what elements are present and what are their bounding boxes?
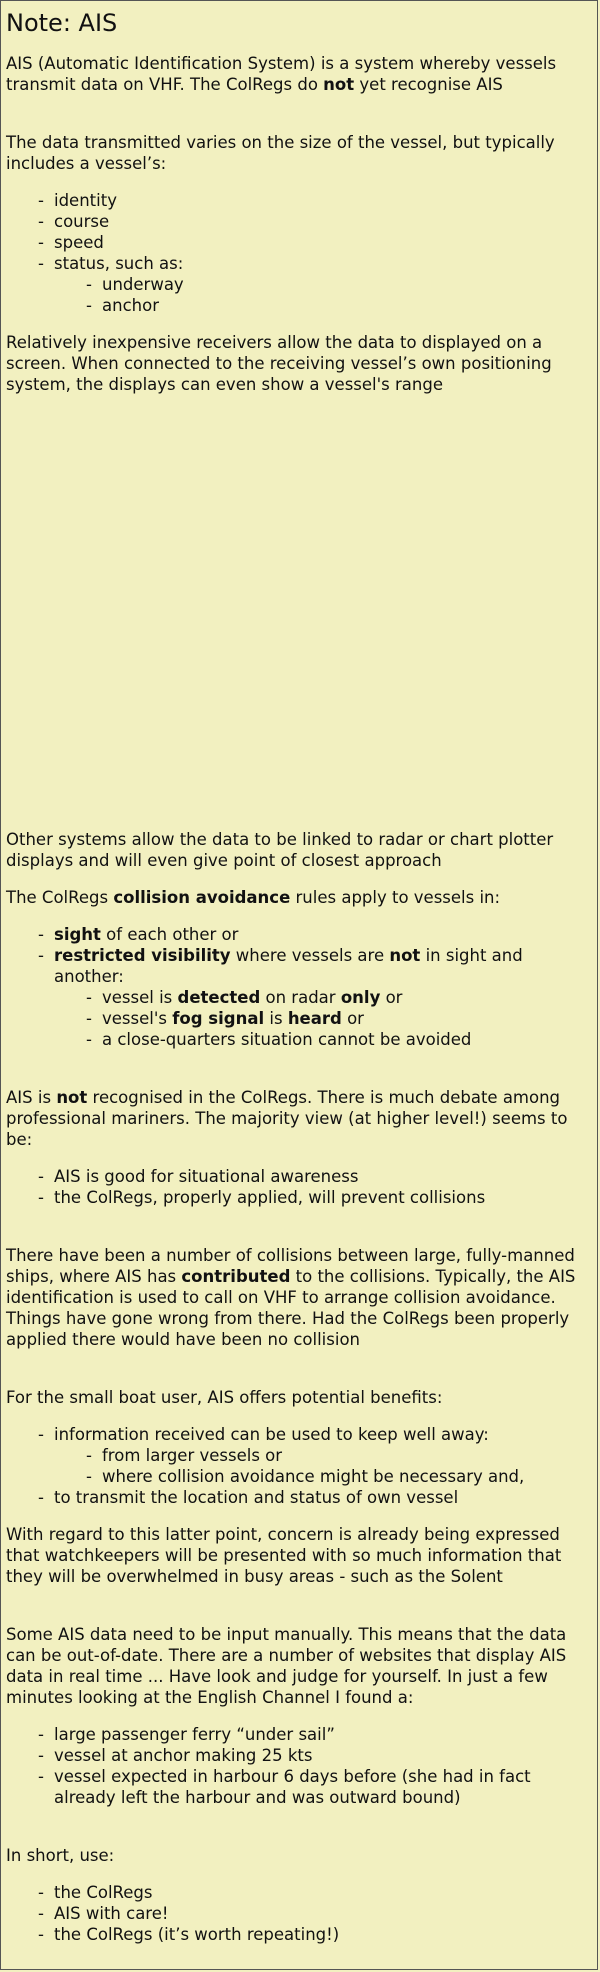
emphasis: only: [340, 988, 381, 1007]
blank-figure-area: [6, 395, 596, 829]
list-item: [6, 945, 596, 1050]
text: is: [264, 1009, 288, 1028]
sub-list-item: - a close-quarters situation cannot be avoided: [6, 1029, 596, 1050]
text: AIS is: [6, 1088, 57, 1107]
benefits-list: [6, 1424, 596, 1508]
in-short-paragraph: In short, use:: [6, 1846, 115, 1865]
colregs-conditions-list: [6, 924, 596, 1050]
manual-input-paragraph: Some AIS data need to be input manually. This means that the data can be out-of-date. There are a number of websites that display AIS data in real time ... Have look and judge for yourself. In just a few minutes looking at the English Channel I found a:: [6, 1625, 567, 1707]
ais-not-recognised-paragraph: [6, 1087, 596, 1150]
text: on radar: [260, 988, 341, 1007]
status-sublist: [6, 274, 596, 316]
text: in sight and another:: [54, 946, 523, 986]
list-item: - the ColRegs (it’s worth repeating!): [6, 1924, 596, 1945]
emphasis: sight: [54, 925, 101, 944]
note-content: [6, 9, 596, 1945]
list-item: - course: [6, 211, 596, 232]
collisions-paragraph: [6, 1245, 596, 1350]
list-item: - identity: [6, 190, 596, 211]
list-item-label: status, such as:: [54, 254, 184, 273]
text: yet recognise AIS: [354, 75, 503, 94]
collision-avoidance-paragraph: [6, 887, 596, 908]
list-item: - the ColRegs: [6, 1882, 596, 1903]
text: or: [341, 1009, 364, 1028]
emphasis: not: [389, 946, 421, 965]
restricted-visibility-sublist: [6, 987, 596, 1050]
text: rules apply to vessels in:: [290, 888, 501, 907]
list-item: [6, 253, 596, 316]
text: There have been a number of collisions between large, fully-manned ships, where AIS has: [6, 1246, 575, 1286]
list-item: - vessel at anchor making 25 kts: [6, 1745, 596, 1766]
summary-list: [6, 1882, 596, 1945]
emphasis: heard: [287, 1009, 342, 1028]
text: The ColRegs: [6, 888, 114, 907]
data-transmitted-paragraph: The data transmitted varies on the size of the vessel, but typically includes a vessel’s:: [6, 133, 555, 173]
emphasis: fog signal: [172, 1009, 265, 1028]
intro-paragraph: [6, 53, 596, 95]
list-item-label: information received can be used to keep well away:: [54, 1425, 489, 1444]
sub-list-item: - underway: [6, 274, 596, 295]
sub-list-item: [6, 1008, 596, 1029]
emphasis: not: [56, 1088, 88, 1107]
emphasis: not: [323, 75, 355, 94]
list-item: - AIS with care!: [6, 1903, 596, 1924]
radar-paragraph: Other systems allow the data to be linked to radar or chart plotter displays and will even give point of closest approach: [6, 830, 554, 870]
emphasis: collision avoidance: [113, 888, 291, 907]
text: vessel is: [102, 988, 178, 1007]
text: or: [380, 988, 403, 1007]
list-item: - speed: [6, 232, 596, 253]
text: to the collisions. Typically, the AIS identification is used to call on VHF to arrange collision avoidance. Things have gone wrong from there. Had the ColRegs been properly applied there would have been no collision: [6, 1267, 576, 1349]
sub-list-item: - from larger vessels or: [6, 1445, 596, 1466]
benefits-sublist: [6, 1445, 596, 1487]
emphasis: contributed: [181, 1267, 291, 1286]
small-boat-paragraph: For the small boat user, AIS offers potential benefits:: [6, 1388, 443, 1407]
page-title: Note: AIS: [6, 9, 118, 37]
list-item: - vessel expected in harbour 6 days before (she had in fact already left the harbour and was outward bound): [6, 1766, 596, 1808]
list-item: - AIS is good for situational awareness: [6, 1166, 596, 1187]
sub-list-item: - anchor: [6, 295, 596, 316]
list-item: - large passenger ferry “under sail”: [6, 1724, 596, 1745]
emphasis: restricted visibility: [54, 946, 231, 965]
sub-list-item: [6, 987, 596, 1008]
list-item: [6, 1424, 596, 1487]
list-item: - to transmit the location and status of own vessel: [6, 1487, 596, 1508]
text: recognised in the ColRegs. There is much debate among professional mariners. The majority view (at higher level!) seems to be:: [6, 1088, 568, 1149]
text: AIS (Automatic Identification System) is a system whereby vessels transmit data on VHF. The ColRegs do: [6, 54, 557, 94]
watchkeepers-paragraph: With regard to this latter point, concern is already being expressed that watchkeepers will be presented with so much information that they will be overwhelmed in busy areas - such as the Solent: [6, 1525, 562, 1586]
text: where vessels are: [230, 946, 390, 965]
vessel-data-list: [6, 190, 596, 316]
sub-list-item: - where collision avoidance might be necessary and,: [6, 1466, 596, 1487]
list-item: [6, 924, 596, 945]
text: vessel's: [102, 1009, 173, 1028]
receivers-paragraph: Relatively inexpensive receivers allow the data to displayed on a screen. When connected to the receiving vessel’s own positioning system, the displays can even show a vessel's range: [6, 333, 552, 394]
text: of each other or: [100, 925, 239, 944]
findings-list: [6, 1724, 596, 1808]
list-item: - the ColRegs, properly applied, will prevent collisions: [6, 1187, 596, 1208]
emphasis: detected: [177, 988, 261, 1007]
majority-view-list: [6, 1166, 596, 1208]
